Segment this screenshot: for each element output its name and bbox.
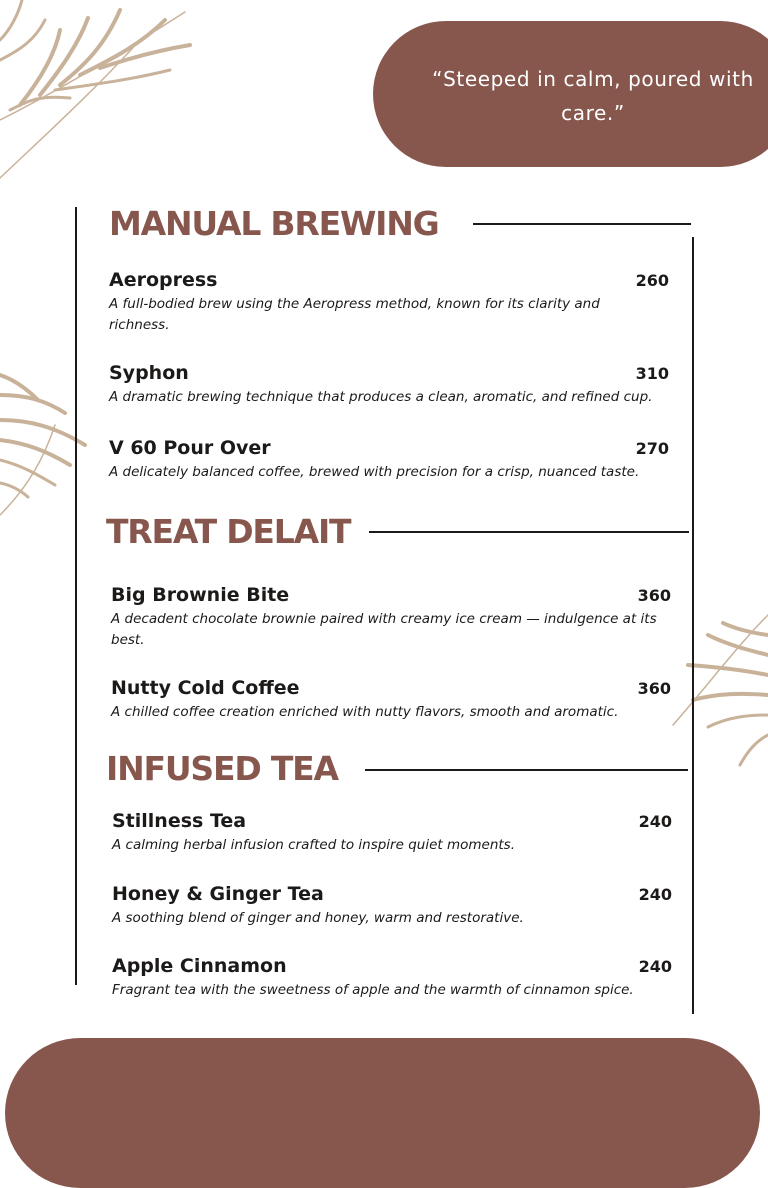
item-price: 240 xyxy=(638,957,672,976)
item-price: 360 xyxy=(637,679,671,698)
section-title-infused-tea: INFUSED TEA xyxy=(106,749,338,788)
item-name: Nutty Cold Coffee xyxy=(111,677,300,699)
item-description: A calming herbal infusion crafted to inspire quiet moments. xyxy=(112,837,516,853)
right-frame-line xyxy=(692,237,694,1014)
item-description: A dramatic brewing technique that produces a clean, aromatic, and refined cup. xyxy=(109,389,653,405)
bottom-banner xyxy=(5,1038,760,1188)
item-price: 270 xyxy=(635,439,669,458)
item-name: V 60 Pour Over xyxy=(109,437,271,459)
item-name: Aeropress xyxy=(109,269,218,291)
quote-text: “Steeped in calm, poured with care.” xyxy=(432,67,754,125)
item-price: 310 xyxy=(635,364,669,383)
item-price: 260 xyxy=(635,271,669,290)
item-name: Big Brownie Bite xyxy=(111,584,290,606)
palm-leaf-icon xyxy=(0,0,200,185)
section-title-manual-brewing: MANUAL BREWING xyxy=(109,204,439,243)
item-price: 360 xyxy=(637,586,671,605)
section-divider xyxy=(473,223,691,225)
item-name: Apple Cinnamon xyxy=(112,955,287,977)
item-price: 240 xyxy=(638,812,672,831)
item-description: A soothing blend of ginger and honey, warm and restorative. xyxy=(112,910,524,926)
item-name: Stillness Tea xyxy=(112,810,247,832)
item-description: A delicately balanced coffee, brewed with precision for a crisp, nuanced taste. xyxy=(109,464,640,480)
item-name: Syphon xyxy=(109,362,189,384)
item-price: 240 xyxy=(638,885,672,904)
item-description: A chilled coffee creation enriched with nutty flavors, smooth and aromatic. xyxy=(111,704,619,720)
left-frame-line xyxy=(75,207,77,985)
item-description: Fragrant tea with the sweetness of apple and the warmth of cinnamon spice. xyxy=(112,982,634,998)
section-divider xyxy=(365,769,688,771)
section-title-treat-delait: TREAT DELAIT xyxy=(106,512,351,551)
item-description: A full-bodied brew using the Aeropress method, known for its clarity and richness. xyxy=(109,296,600,333)
item-description: A decadent chocolate brownie paired with creamy ice cream — indulgence at its best. xyxy=(111,611,657,648)
palm-leaf-icon xyxy=(668,605,768,775)
item-name: Honey & Ginger Tea xyxy=(112,883,324,905)
section-divider xyxy=(369,531,689,533)
